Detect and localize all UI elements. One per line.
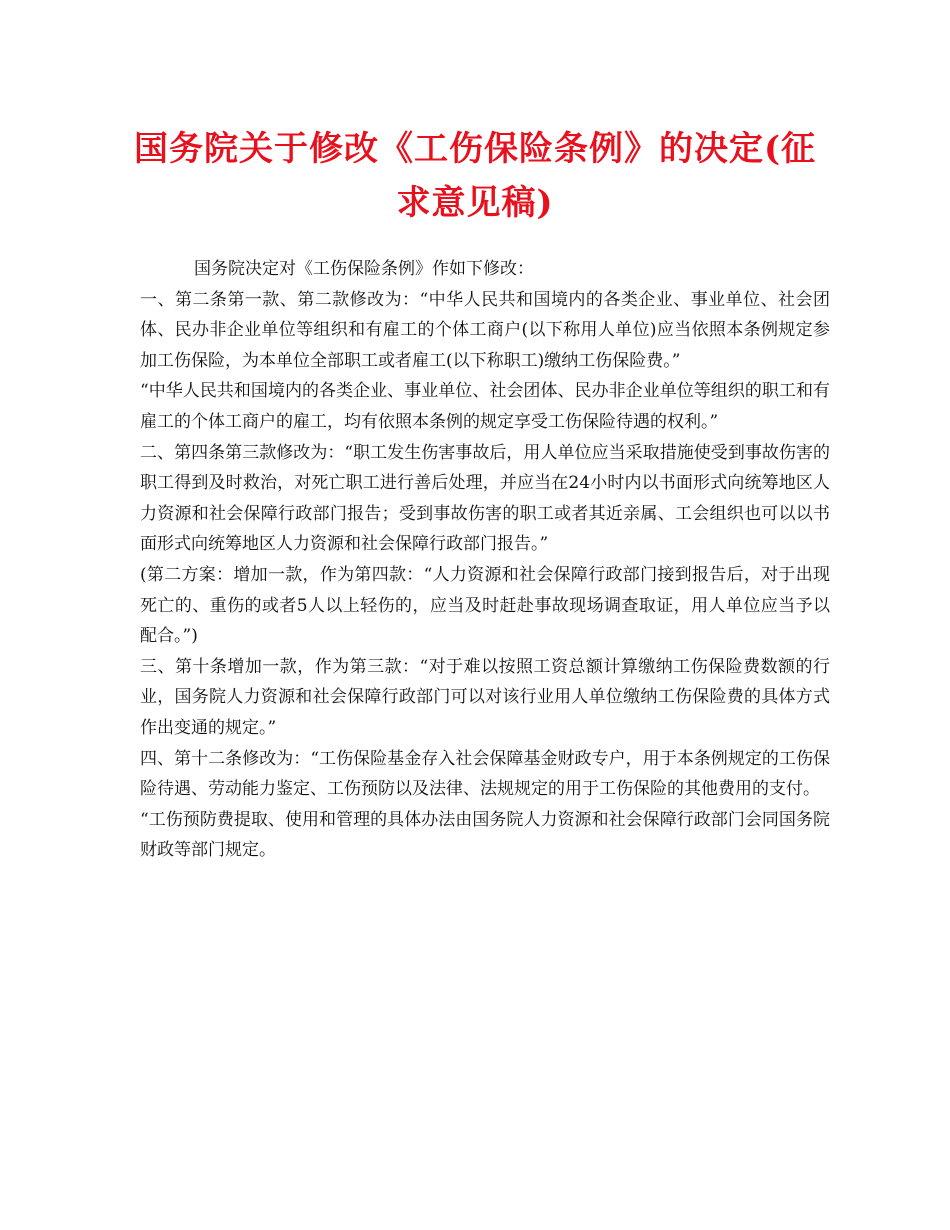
amendment-2-paragraph: 二、第四条第三款修改为：“职工发生伤害事故后，用人单位应当采取措施使受到事故伤害的职工得到及时救治，对死亡职工进行善后处理，并应当在24小时内以书面形式向统筹地区人力资源和社会保障行政部门报告；受到事故伤害的职工或者其近亲属、工会组织也可以以书面形式向统筹地区人力资源和社会保障行政部门报告。” — [140, 442, 830, 555]
amendment-1-paragraph: 一、第二条第一款、第二款修改为：“中华人民共和国境内的各类企业、事业单位、社会团体、民办非企业单位等组织和有雇工的个体工商户(以下称用人单位)应当依照本条例规定参加工伤保险，为本单位全部职工或者雇工(以下称职工)缴纳工伤保险费。” — [140, 289, 830, 371]
document-title: 国务院关于修改《工伤保险条例》的决定(征求意见稿) — [133, 129, 817, 223]
document-body — [140, 254, 830, 866]
intro-paragraph: 国务院决定对《工伤保险条例》作如下修改： — [194, 259, 534, 279]
amendment-3-paragraph: 三、第十条增加一款，作为第三款：“对于难以按照工资总额计算缴纳工伤保险费数额的行业，国务院人力资源和社会保障行政部门可以对该行业用人单位缴纳工伤保险费的具体方式作出变通的规定。” — [140, 656, 830, 738]
amendment-4-paragraph: 四、第十二条修改为：“工伤保险基金存入社会保障基金财政专户，用于本条例规定的工伤保险待遇、劳动能力鉴定、工伤预防以及法律、法规规定的用于工伤保险的其他费用的支付。 — [140, 748, 830, 800]
amendment-1-continued-paragraph: “中华人民共和国境内的各类企业、事业单位、社会团体、民办非企业单位等组织的职工和有雇工的个体工商户的雇工，均有依照本条例的规定享受工伤保险待遇的权利。” — [140, 381, 830, 432]
alternative-plan-paragraph: (第二方案：增加一款，作为第四款：“人力资源和社会保障行政部门接到报告后，对于出现死亡的、重伤的或者5人以上轻伤的，应当及时赶赴事故现场调查取证，用人单位应当予以配合。”) — [140, 564, 830, 647]
amendment-4-continued-paragraph: “工伤预防费提取、使用和管理的具体办法由国务院人力资源和社会保障行政部门会同国务院财政等部门规定。 — [140, 809, 830, 861]
